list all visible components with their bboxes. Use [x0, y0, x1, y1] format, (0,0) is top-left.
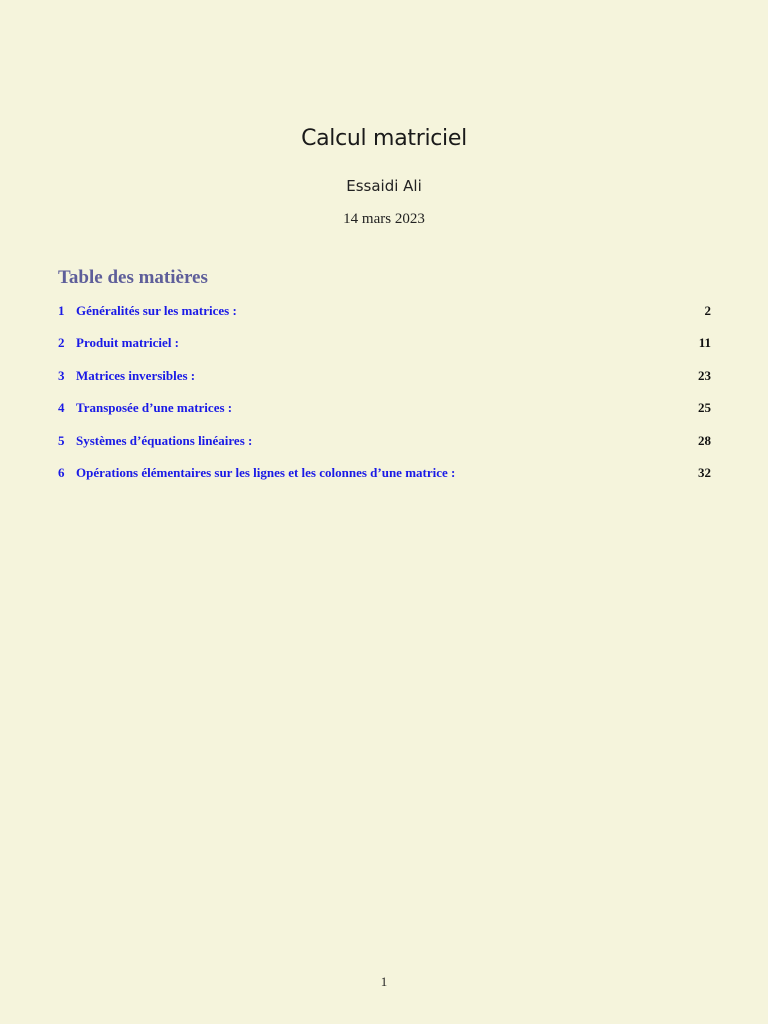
document-date: 14 mars 2023 — [343, 211, 425, 227]
toc-heading: Table des matières — [58, 267, 208, 288]
toc-item-label: Systèmes d’équations linéaires : — [76, 432, 253, 448]
toc-item-page: 32 — [698, 464, 711, 480]
toc-link-systemes[interactable] — [58, 433, 681, 449]
toc-item-page: 2 — [704, 303, 711, 318]
toc-item — [58, 433, 711, 465]
toc-item-page: 23 — [698, 367, 711, 383]
toc-item-number: 3 — [58, 367, 65, 383]
toc-link-produit-matriciel[interactable] — [58, 335, 681, 351]
page-number: 1 — [380, 974, 388, 989]
toc-item-label: Généralités sur les matrices : — [76, 303, 237, 318]
toc-item — [58, 335, 711, 367]
toc-item-page: 25 — [698, 400, 711, 416]
toc-item-number: 6 — [58, 464, 65, 480]
toc-item — [58, 400, 711, 432]
toc-item-number: 4 — [58, 400, 65, 416]
toc-item-number: 2 — [58, 335, 65, 351]
toc-item — [58, 303, 711, 335]
toc-item-page: 11 — [698, 335, 711, 351]
toc-item-number: 5 — [58, 432, 65, 448]
toc-item — [58, 465, 711, 497]
toc-link-operations[interactable] — [58, 465, 681, 481]
document-title: Calcul matriciel — [301, 126, 467, 151]
toc-link-transposee[interactable] — [58, 400, 681, 416]
toc-link-generalites[interactable] — [58, 303, 681, 319]
toc-item-page: 28 — [698, 432, 711, 448]
toc-link-matrices-inversibles[interactable] — [58, 368, 681, 384]
toc-item-label: Opérations élémentaires sur les lignes et les colonnes d’une matrice : — [76, 464, 456, 480]
toc-item-label: Transposée d’une matrices : — [76, 400, 233, 416]
toc-item-label: Produit matriciel : — [76, 335, 180, 351]
toc-item-number: 1 — [58, 303, 65, 318]
toc-list — [58, 303, 711, 497]
toc-item-label: Matrices inversibles : — [76, 367, 196, 383]
document-author: Essaidi Ali — [346, 177, 422, 195]
toc-item — [58, 368, 711, 400]
